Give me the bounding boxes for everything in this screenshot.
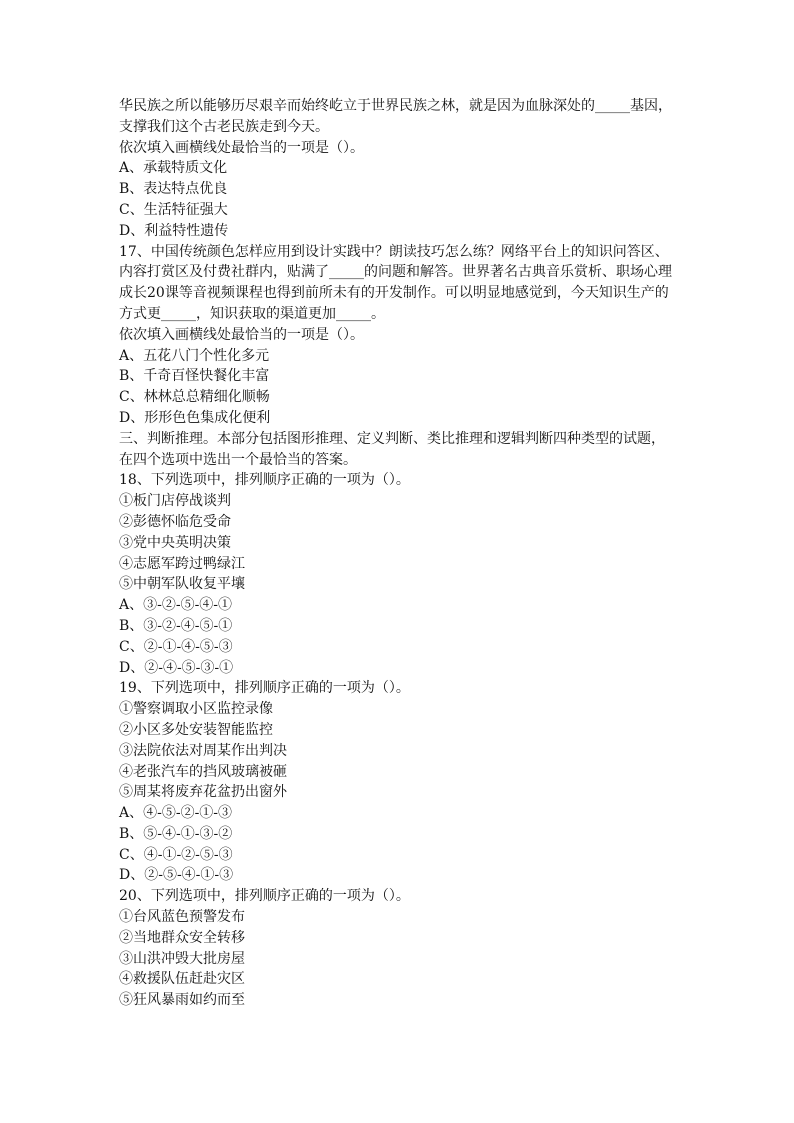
option-a: A、③-②-⑤-④-① [119,597,233,614]
list-item: ③党中央英明决策 [119,534,231,551]
option-c: C、②-①-④-⑤-③ [119,638,233,655]
option-d: D、②-④-⑤-③-① [119,659,234,676]
text-line: 内容打赏区及付费社群内，贴满了_____的问题和解答。世界著名古典音乐赏析、职场心理 [119,264,672,281]
list-item: ③山洪冲毁大批房屋 [119,950,245,967]
option-a: A、五花八门个性化多元 [119,347,270,364]
option-b: B、③-②-④-⑤-① [119,617,233,634]
question-prompt: 依次填入画横线处最恰当的一项是（）。 [119,139,364,156]
text-line: 成长20课等音视频课程也得到前所未有的开发制作。可以明显地感觉到，今天知识生产的 [119,285,669,302]
option-c: C、林林总总精细化顺畅 [119,389,270,406]
text-line: 方式更_____，知识获取的渠道更加_____。 [119,305,385,322]
list-item: ⑤中朝军队收复平壤 [119,576,245,593]
section-heading: 三、判断推理。本部分包括图形推理、定义判断、类比推理和逻辑判断四种类型的试题， [119,430,665,447]
list-item: ②小区多处安装智能监控 [119,721,273,738]
question-20: 20、下列选项中，排列顺序正确的一项为（）。 [119,888,410,905]
option-a: A、承载特质文化 [119,160,228,177]
list-item: ①台风蓝色预警发布 [119,909,245,926]
list-item: ②彭德怀临危受命 [119,513,231,530]
option-c: C、生活特征强大 [119,201,228,218]
option-a: A、④-⑤-②-①-③ [119,805,233,822]
document-page [119,96,679,1011]
list-item: ①板门店停战谈判 [119,493,231,510]
list-item: ②当地群众安全转移 [119,929,245,946]
option-b: B、⑤-④-①-③-② [119,825,233,842]
list-item: ①警察调取小区监控录像 [119,701,273,718]
list-item: ④志愿军跨过鸭绿江 [119,555,245,572]
question-19: 19、下列选项中，排列顺序正确的一项为（）。 [119,680,410,697]
question-17: 17、中国传统颜色怎样应用到设计实践中？朗读技巧怎么练？网络平台上的知识问答区、 [119,243,669,260]
text-line: 华民族之所以能够历尽艰辛而始终屹立于世界民族之林，就是因为血脉深处的_____基因， [119,98,672,114]
option-b: B、表达特点优良 [119,181,228,198]
list-item: ⑤狂风暴雨如约而至 [119,992,245,1009]
list-item: ④救援队伍赶赴灾区 [119,971,245,988]
text-line: 在四个选项中选出一个最恰当的答案。 [119,451,357,468]
question-prompt: 依次填入画横线处最恰当的一项是（）。 [119,326,364,343]
option-c: C、④-①-②-⑤-③ [119,846,233,863]
question-18: 18、下列选项中，排列顺序正确的一项为（）。 [119,472,410,489]
list-item: ④老张汽车的挡风玻璃被砸 [119,763,287,780]
option-d: D、②-⑤-④-①-③ [119,867,234,884]
option-b: B、千奇百怪快餐化丰富 [119,368,270,385]
option-d: D、形形色色集成化便利 [119,409,271,426]
list-item: ⑤周某将废弃花盆扔出窗外 [119,784,287,801]
list-item: ③法院依法对周某作出判决 [119,742,287,759]
text-line: 支撑我们这个古老民族走到今天。 [119,118,329,135]
option-d: D、利益特性遗传 [119,222,229,239]
